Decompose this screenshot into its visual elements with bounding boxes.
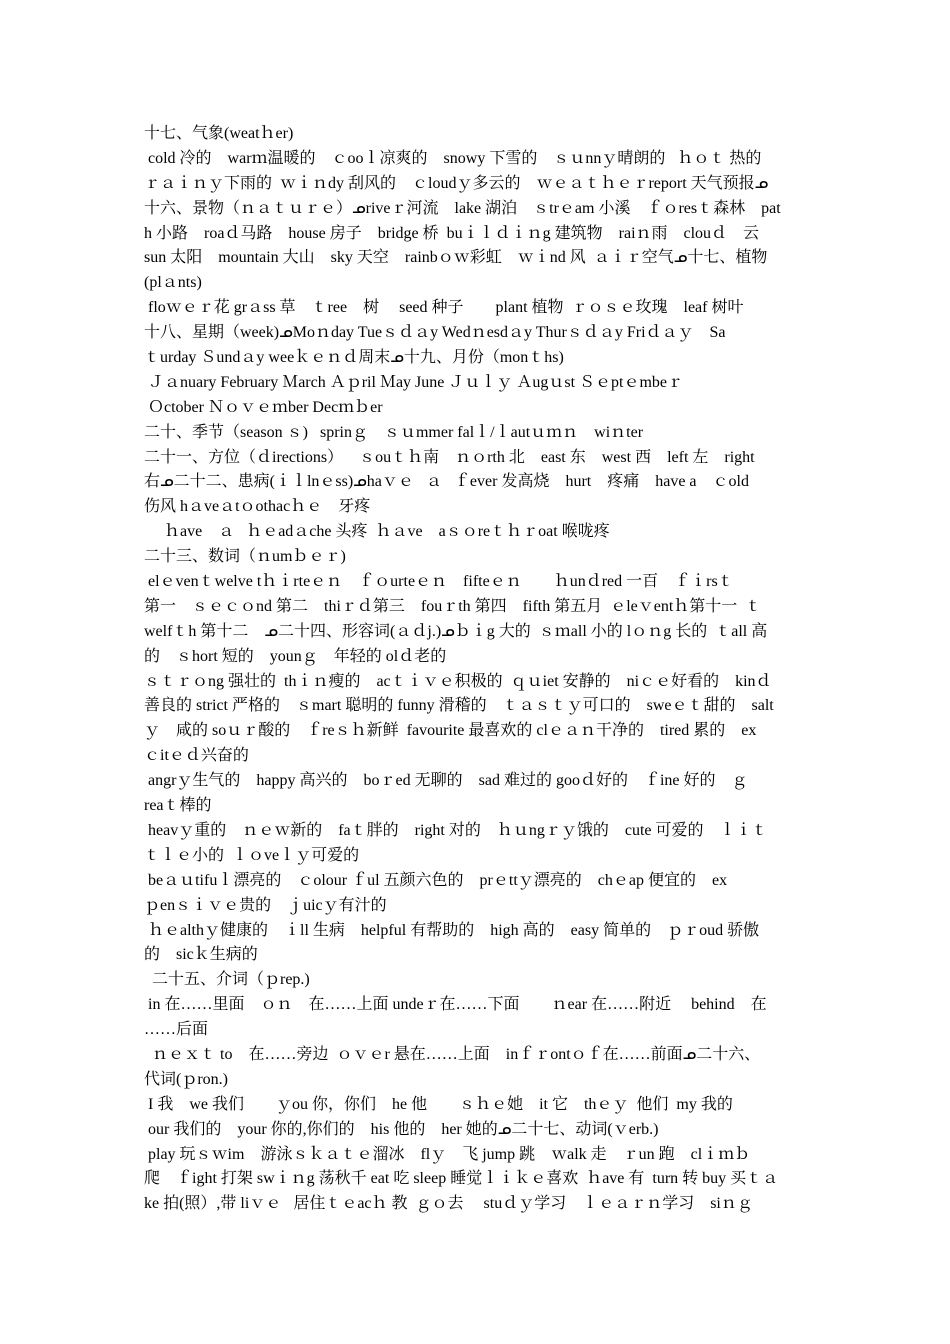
text-line: ｈave ａ ｈｅadａche 头疼 ｈａve aｓｏreｔｈｒoat 喉咙疼: [144, 523, 610, 541]
text-line: ｔｌｅ小的 ｌｏveｌｙ可爱的: [144, 846, 360, 864]
text-line: (plａnts): [144, 274, 202, 292]
text-line: 第一 ｓｅｃｏnd 第二 thiｒｄ第三 fouｒth 第四 fifth 第五月 ｅleｖentｈ第十一 ｔ: [144, 597, 762, 615]
text-line: sun 太阳 mountain 大山 sky 天空 rainbｏｗ彩虹 ｗｉnd 风 ａｉｒ空气ᓄ十七、植物: [144, 249, 768, 267]
text-line: heavｙ重的 ｎｅｗ新的 faｔ胖的 right 对的 ｈｕngｒｙ饿的 cute 可爱的 ｌｉｔ: [144, 821, 768, 839]
text-line: welfｔh 第十二 ᓄ二十四、形容词(ａｄj.)ᓄｂｉg 大的 ｓｍall 小的 lｏｎg 长的 ｔall 高: [144, 622, 768, 640]
text-line: ｔurday Ｓundａy weeｋｅｎｄ周末ᓄ十九、月份（monｔhs): [144, 349, 564, 367]
vocabulary-text: [144, 122, 814, 1217]
text-line: h 小路 roaｄ马路 house 房子 bridge 桥 buｉｌｄｉｎg 建筑物 raiｎ雨 clouｄ 云: [144, 224, 760, 242]
text-line: 十七、气象(weatｈer): [144, 125, 294, 142]
text-line: elｅvenｔwelve tｈｉrteｅｎ ｆｏurteｅｎ fifteｅｎ ｈunｄred 一百 ｆｉrsｔ: [144, 573, 734, 591]
text-line: 的 sicｋ生病的: [144, 946, 258, 964]
text-line: cold 冷的 warｍ温暖的 ｃooｌ凉爽的 snowy 下雪的 ｓｕnnｙ晴朗的 ｈｏｔ 热的: [144, 149, 762, 167]
text-line: ｎｅｘｔ to 在……旁边 ｏｖｅr 悬在……上面 inｆｒontｏｆ在……前面ᓄ二十六、: [144, 1045, 761, 1063]
text-line: our 我们的 your 你的,你们的 his 他的 her 她的ᓄ二十七、动词(ｖerb.): [144, 1120, 659, 1138]
text-line: floｗｅｒ花 grａss 草 ｔree 树 seed 种子 plant 植物 ｒｏｓｅ玫瑰 leaf 树叶: [144, 299, 744, 317]
text-line: ｓｔｒｏng 强壮的 thｉｎ瘦的 acｔｉｖｅ积极的 ｑｕiet 安静的 niｃｅ好看的 kinｄ: [144, 672, 772, 690]
text-line: 二十三、数词（ｎumｂｅｒ): [144, 548, 346, 566]
text-line: 十六、景物（ｎａｔｕｒｅ）ᓄriveｒ河流 lake 湖泊 ｓtrｅam 小溪 ｆｏresｔ森林 pat: [144, 199, 781, 217]
text-line: ｐenｓｉｖｅ贵的 ｊuicｙ有汁的: [144, 896, 387, 914]
text-line: 爬 ｆight 打架 swｉｎg 荡秋千 eat 吃 sleep 睡觉ｌｉｋｅ喜欢 ｈave 有 turn 转 buy 买ｔａ: [144, 1170, 779, 1188]
text-line: ｙ 咸的 soｕｒ酸的 ｆreｓｈ新鲜 favourite 最喜欢的 clｅａｎ干净的 tired 累的 ex: [144, 722, 757, 740]
text-line: ……后面: [144, 1021, 209, 1039]
text-line: Ｊａnuary February Ｍarch Ａｐril Ｍay June Ｊｕｌｙ Ａugｕst Ｓｅptｅmbeｒ: [144, 373, 684, 391]
text-line: angrｙ生气的 happy 高兴的 boｒed 无聊的 sad 难过的 gooｄ好的 ｆine 好的 ｇ: [144, 772, 748, 790]
text-line: ｃitｅｄ兴奋的: [144, 747, 249, 765]
text-line: in 在……里面 ｏｎ 在……上面 undeｒ在……下面 ｎear 在……附近 behind 在: [144, 996, 767, 1014]
text-line: ke 拍(照）,带 liｖｅ 居住ｔｅacｈ 教 ｇｏ去 stuｄｙ学习 ｌｅａｒｎ学习 siｎｇ: [144, 1195, 753, 1213]
text-line: Ｏctober Ｎｏｖｅｍber Decｍｂer: [144, 398, 383, 416]
text-line: 二十一、方位（ｄirections） ｓouｔｈ南 ｎｏrth 北 east 东 west 西 left 左 right: [144, 448, 755, 466]
text-line: 十八、星期（week)ᓄMoｎday Tueｓｄａy Wedｎesdａy Thurｓｄａy Friｄａｙ Sa: [144, 324, 726, 342]
text-line: ｒａｉｎｙ下雨的 ｗｉｎdy 刮风的 ｃloudｙ多云的 ｗｅａｔｈｅｒreport 天气预报ᓄ: [144, 174, 769, 192]
text-line: 右ᓄ二十二、患病(ｉｌlnｅss)ᓄhaｖｅ ａ ｆever 发高烧 hurt 疼痛 have a ｃold: [144, 473, 749, 491]
text-line: 二十五、介词（ｐrep.): [144, 971, 310, 989]
text-line: 二十、季节（season ｓ) sprinｇ ｓｕmmer falｌ/ｌautｕｍｎ wiｎter: [144, 423, 644, 441]
text-line: 伤风 hａveａtｏothacｈｅ 牙疼: [144, 498, 371, 516]
text-line: reaｔ棒的: [144, 797, 212, 815]
text-line: beａｕtifuｌ漂亮的 ｃolour ｆul 五颜六色的 prｅttｙ漂亮的 chｅap 便宜的 ex: [144, 871, 728, 889]
text-line: play 玩ｓｗim 游泳ｓｋａｔｅ溜冰 flｙ 飞 jump 跳 ｗalk 走 ｒun 跑 clｉｍｂ: [144, 1145, 751, 1163]
text-line: 的 ｓhort 短的 younｇ 年轻的 olｄ老的: [144, 647, 447, 665]
text-line: 代词(ｐron.): [144, 1070, 228, 1088]
text-line: 善良的 strict 严格的 ｓmart 聪明的 funny 滑稽的 ｔａｓｔｙ可口的 sweｅｔ甜的 salt: [144, 697, 774, 715]
text-line: I 我 we 我们 ｙou 你，你们 he 他 ｓｈｅ她 it 它 thｅｙ 他们 my 我的: [144, 1095, 733, 1113]
text-line: ｈｅalthｙ健康的 ｉll 生病 helpful 有帮助的 high 高的 easy 简单的 ｐｒoud 骄傲: [144, 921, 760, 939]
